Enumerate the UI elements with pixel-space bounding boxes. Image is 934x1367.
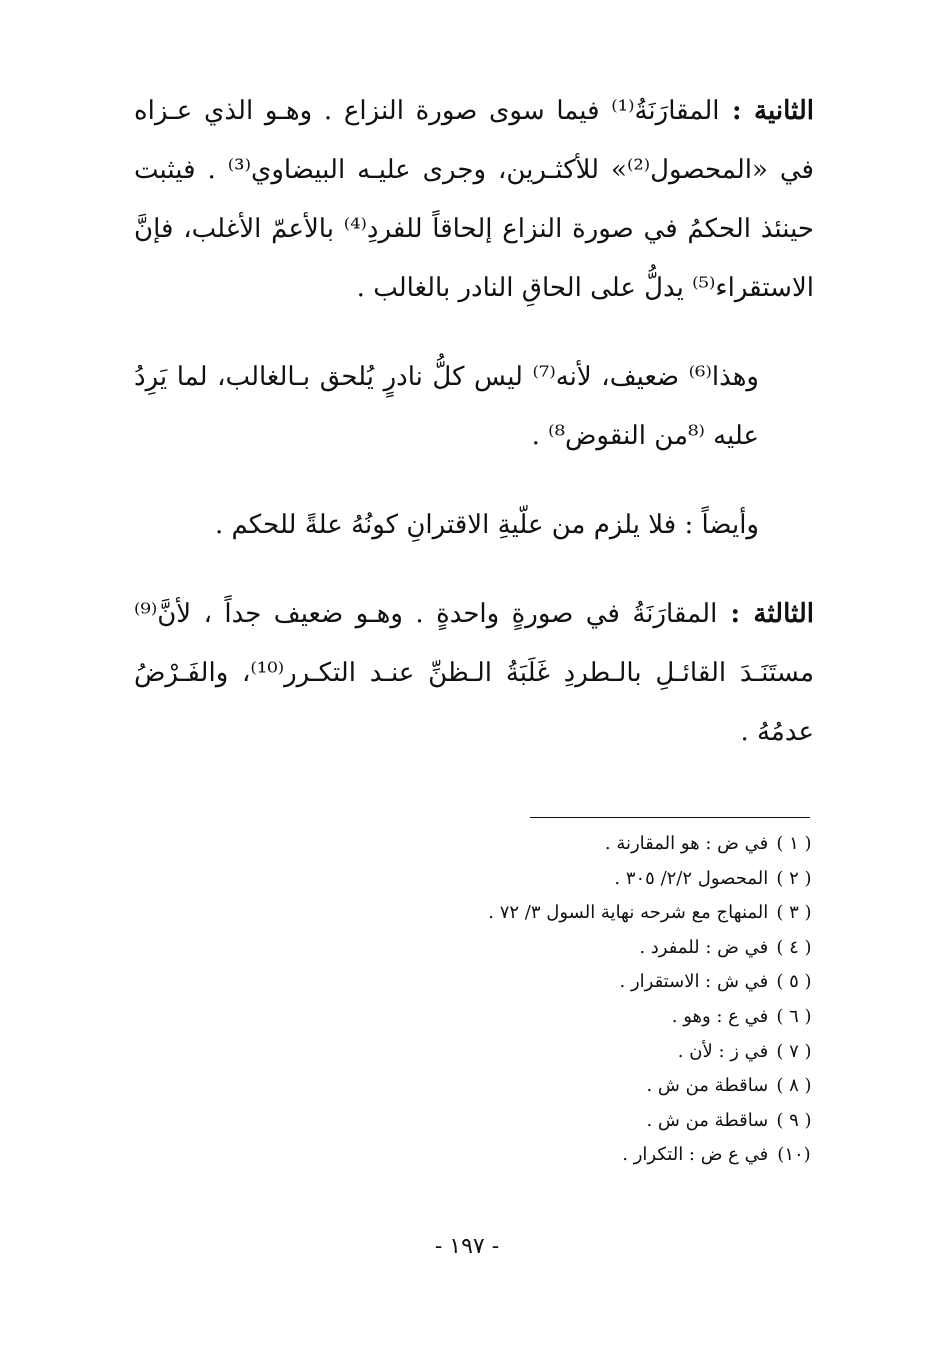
- footnote-number: ( ٥ ): [776, 971, 812, 993]
- footnote-item: [300, 965, 814, 1000]
- main-text: [134, 82, 814, 792]
- paragraph-weakness: [134, 348, 814, 466]
- footnote-text: المنهاج مع شرحه نهاية السول ٣/ ٧٢ .: [488, 902, 769, 924]
- footnote-item: [300, 827, 814, 862]
- paragraph-lead: الثالثة :: [717, 599, 815, 629]
- page-number: - ١٩٧ -: [434, 1234, 500, 1259]
- paragraph-text: المقارَنَةُ⁽¹⁾ فيما سوى صورة النزاع . وهـو الذي عـزاه في «المحصول⁽²⁾» للأكثـرين، وجرى عليـه البيضاوي⁽³⁾ . فيثبت حينئذ الحكمُ في صورة النزاع إلحاقاً للفردِ⁽⁴⁾ بالأعمّ الأغلب، فإنَّ الاستقراء⁽⁵⁾ يدلُّ على الحاقِ النادر بالغالب .: [134, 96, 814, 303]
- footnote-item: [300, 1104, 814, 1139]
- paragraph-text: المقارَنَةُ في صورةٍ واحدةٍ . وهـو ضعيف جداً ، لأنَّ⁽⁹⁾ مستَنَـدَ القائـلِ بالـطردِ غَلَبَةُ الـظنِّ عنـد التكـرر⁽¹⁰⁾، والفَـرْضُ عدمُهُ .: [134, 599, 814, 747]
- footnote-item: [300, 931, 814, 966]
- footnote-divider: [530, 817, 810, 818]
- footnote-number: ( ٢ ): [776, 867, 812, 889]
- footnote-number: ( ٧ ): [776, 1040, 812, 1062]
- footnote-number: (١٠): [777, 1144, 811, 1166]
- footnote-text: ساقطة من ش .: [646, 1075, 769, 1097]
- footnote-number: ( ٨ ): [776, 1075, 812, 1097]
- footnotes-list: [300, 827, 814, 1173]
- footnote-number: ( ٤ ): [776, 936, 812, 958]
- footnote-text: في ض : للمفرد .: [639, 936, 769, 958]
- footnote-item: [300, 1000, 814, 1035]
- footnote-text: في ش : الاستقرار .: [619, 971, 769, 993]
- footnote-text: ساقطة من ش .: [646, 1109, 769, 1131]
- footnote-item: [300, 1069, 814, 1104]
- footnote-number: ( ٦ ): [776, 1005, 812, 1027]
- footnote-item: [300, 1035, 814, 1070]
- paragraph-third: [134, 585, 814, 762]
- footnote-text: في ز : لأن .: [677, 1040, 769, 1062]
- paragraph-text: وهذا⁽⁶⁾ ضعيف، لأنه⁽⁷⁾ ليس كلُّ نادرٍ يُلحق بـالغالب، لما يَرِدُ عليه ⁽⁸من النقوض⁸⁾ .: [134, 362, 759, 451]
- footnote-text: في ض : هو المقارنة .: [604, 833, 769, 854]
- footnote-text: في ع ض : التكرار .: [622, 1144, 769, 1166]
- paragraph-lead: الثانية :: [719, 96, 814, 126]
- footnote-item: [300, 1138, 814, 1173]
- paragraph-also: [134, 496, 814, 555]
- footnote-number: ( ٣ ): [776, 902, 812, 924]
- paragraph-second: [134, 82, 814, 318]
- footnote-text: المحصول ٢/٢/ ٣٠٥ .: [614, 867, 769, 889]
- footnote-number: ( ١ ): [776, 833, 812, 854]
- footnote-number: ( ٩ ): [776, 1109, 812, 1131]
- footnote-text: في ع : وهو .: [671, 1005, 769, 1027]
- footnote-item: [300, 862, 814, 897]
- footnote-item: [300, 896, 814, 931]
- paragraph-text: وأيضاً : فلا يلزم من علّيةِ الاقترانِ كونُهُ علةً للحكم .: [214, 510, 759, 540]
